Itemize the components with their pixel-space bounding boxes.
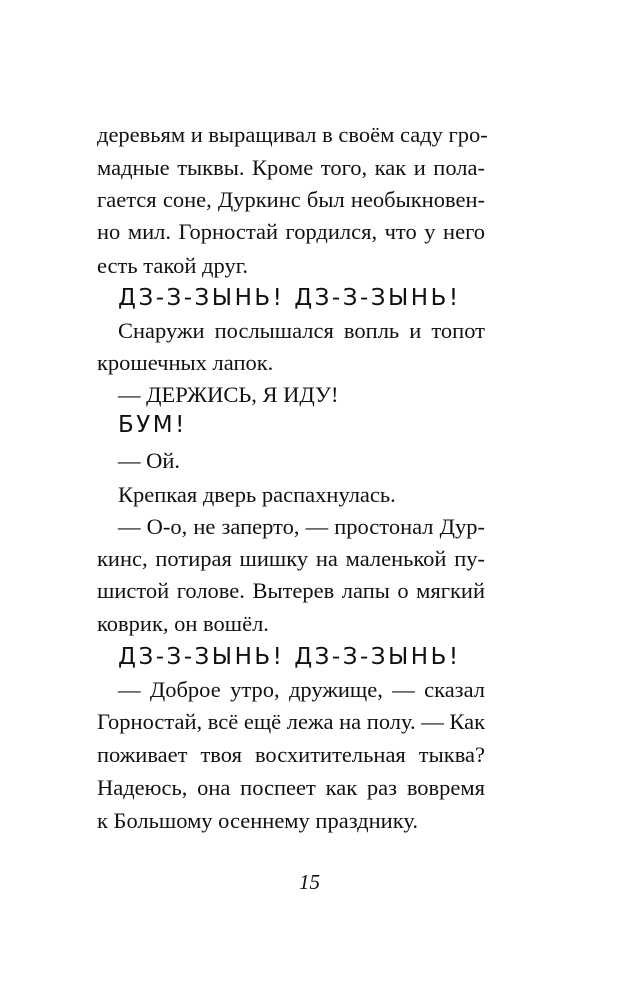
text-line: Снаружи послышался вопль и топот <box>118 318 485 343</box>
sound-effect: ДЗ-З-ЗЫНЬ! ДЗ-З-ЗЫНЬ! <box>118 644 461 670</box>
text-line: Крепкая дверь распахнулась. <box>118 482 396 507</box>
sound-effect: ДЗ-З-ЗЫНЬ! ДЗ-З-ЗЫНЬ! <box>118 285 461 311</box>
text-line: крошечных лапок. <box>97 350 274 375</box>
dialogue-line: — Ой. <box>118 448 181 473</box>
dialogue-line: — Доброе утро, дружище, — сказал <box>118 677 485 702</box>
sound-effect: БУМ! <box>118 412 187 438</box>
text-line: но мил. Горностай гордился, что у него <box>97 219 485 244</box>
text-line: к Большому осеннему празднику. <box>97 808 418 833</box>
text-line: мадные тыквы. Кроме того, как и пола- <box>97 155 485 180</box>
text-line: деревьям и выращивал в своём саду гро- <box>97 122 488 147</box>
text-line: поживает твоя восхитительная тыква? <box>97 742 485 767</box>
text-line: гается соне, Дуркинс был необыкновен- <box>97 187 485 212</box>
text-line: шистой голове. Вытерев лапы о мягкий <box>97 578 485 603</box>
text-line: Горностай, всё ещё лежа на полу. — Как <box>97 709 486 734</box>
dialogue-line: — О-о, не заперто, — простонал Дур- <box>118 514 485 539</box>
text-line: кинс, потирая шишку на маленькой пу- <box>97 546 485 571</box>
text-line: Надеюсь, она поспеет как раз вовремя <box>97 775 485 800</box>
dialogue-line: — ДЕРЖИСЬ, Я ИДУ! <box>118 382 339 407</box>
text-line: есть такой друг. <box>97 253 249 278</box>
page-number: 15 <box>299 870 320 894</box>
text-line: коврик, он вошёл. <box>97 611 269 636</box>
